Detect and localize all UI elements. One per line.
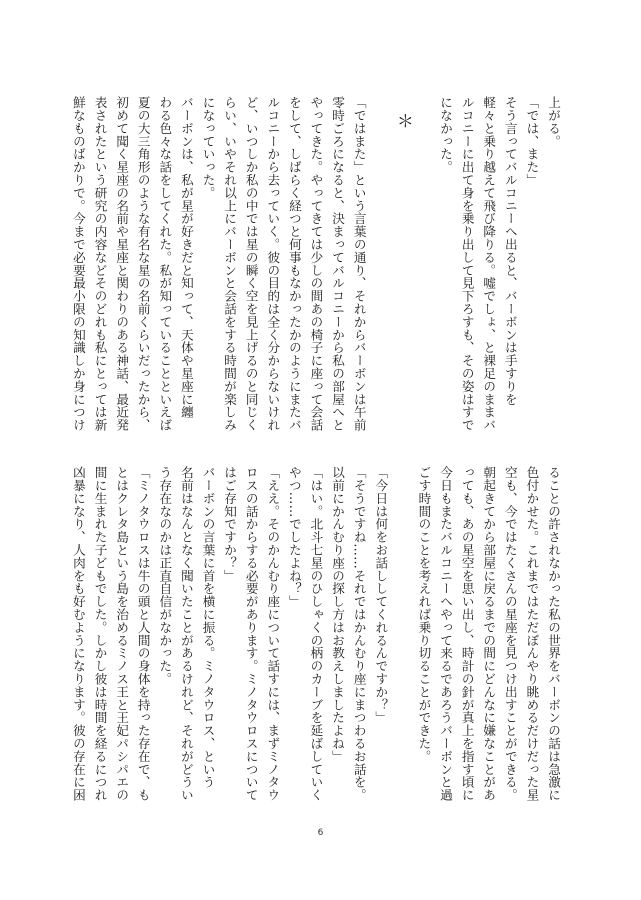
text-line: 初めて聞く星座の名前や星座と関わりのある神話、最近発 — [114, 96, 130, 432]
text-line: やつ……でしたよね？」 — [286, 466, 302, 608]
text-line: 「ええ。そのかんむり座について話すには、まずミノタウ — [265, 466, 281, 802]
text-line: 「ミノタウロスは牛の頭と人間の身体を持った存在で、も — [135, 466, 151, 802]
blank-line — [413, 96, 435, 458]
text-line: バーボンの言葉に首を横に振る。ミノタウロス、という — [200, 466, 216, 789]
text-line: 鮮なものばかりで。今まで必要最小限の知識しか身につけ — [70, 96, 86, 432]
text-line: ごす時間のことを考えれば乗り切ることができた。 — [416, 466, 432, 763]
text-line: になかった。 — [438, 96, 454, 174]
text-line: とはクレタ島という島を治めるミノス王と王妃パシパエの — [114, 466, 130, 802]
text-line: 表されたという研究の内容などそのどれも私にとっては新 — [92, 96, 108, 432]
text-line: 夏の大三角形のような有名な星の名前くらいだったから、 — [135, 96, 151, 432]
text-line: っても、あの星空を思い出し、時計の針が真上を指す頃に — [459, 466, 475, 802]
text-line: 凶暴になり、人肉をも好むようになります。彼の存在に困 — [70, 466, 86, 802]
blank-line — [391, 466, 413, 828]
text-line: ルコニーから去っていく。彼の目的は全く分からないけれ — [265, 96, 281, 432]
text-line: はご存知ですか？」 — [222, 466, 238, 583]
text-line: 以前にかんむり座の探し方はお教えしましたよね」 — [330, 466, 346, 763]
text-line: 間に生まれた子どもでした。しかし彼は時間を経るにつれ — [92, 466, 108, 802]
bottom-text-block — [70, 466, 564, 828]
text-line: そう言ってバルコニーへ出ると、バーボンは手すりを — [502, 96, 518, 406]
text-line: 「では、また」 — [524, 96, 540, 187]
text-line: 「そうですね……それではかんむり座にまつわるお話を。 — [351, 466, 367, 802]
section-break-asterisk: ＊ — [392, 112, 413, 130]
text-line: 「今日は何をお話ししてくれるんですか？」 — [373, 466, 389, 724]
text-line: バーボンは、私が星が好きだと知って、天体や星座に纏 — [178, 96, 194, 419]
text-line: やってきた。やってきては少しの間あの椅子に座って会話 — [308, 96, 324, 432]
text-line: ロスの話からする必要があります。ミノタウロスについて — [243, 466, 259, 802]
text-line: になっていった。 — [200, 96, 216, 200]
page-number: 6 — [317, 828, 324, 838]
text-line: ルコニーに出て身を乗り出して見下ろすも、その姿はすで — [459, 96, 475, 432]
text-line: 上がる。 — [546, 96, 561, 148]
text-line: 名前はなんとなく聞いたことがあるけれど、それがどうい — [178, 466, 194, 802]
text-line: 色付かせた。これまではただぼんやり眺めるだけだった星 — [524, 466, 540, 802]
top-text-block — [70, 96, 564, 458]
text-line: 「ではまた」という言葉の通り、それからバーボンは午前 — [351, 96, 367, 432]
text-line: う存在なのかは正直自信がなかった。 — [157, 466, 173, 686]
text-line: 軽々と乗り越えて飛び降りる。嘘でしょ、と裸足のままバ — [481, 96, 497, 432]
text-line: をして、しばらく経つと何事もなかったかのようにまたバ — [286, 96, 302, 432]
text-line: らい、いやそれ以上にバーボンと会話をする時間が楽しみ — [222, 96, 238, 432]
blank-line — [370, 96, 392, 458]
text-line: 朝起きてから部屋に戻るまでの間にどんなに嫌なことがあ — [481, 466, 497, 802]
text-line: 今日もまたバルコニーへやって来るであろうバーボンと過 — [438, 466, 454, 802]
text-line: わる色々な話をしてくれた。私が知っていることといえば — [157, 96, 173, 432]
text-line: 空も、今ではたくさんの星座を見つけ出すことができる。 — [502, 466, 518, 802]
text-line: ど、いつしか私の中では星の瞬く空を見上げるのと同じく — [243, 96, 259, 432]
text-line: 零時ごろになると、決まってバルコニーから私の部屋へと — [330, 96, 346, 432]
text-line: 「はい。北斗七星のひしゃくの柄のカーブを延ばしていく — [308, 466, 324, 802]
text-line: ることの許されなかった私の世界をバーボンの話は急激に — [546, 466, 561, 802]
